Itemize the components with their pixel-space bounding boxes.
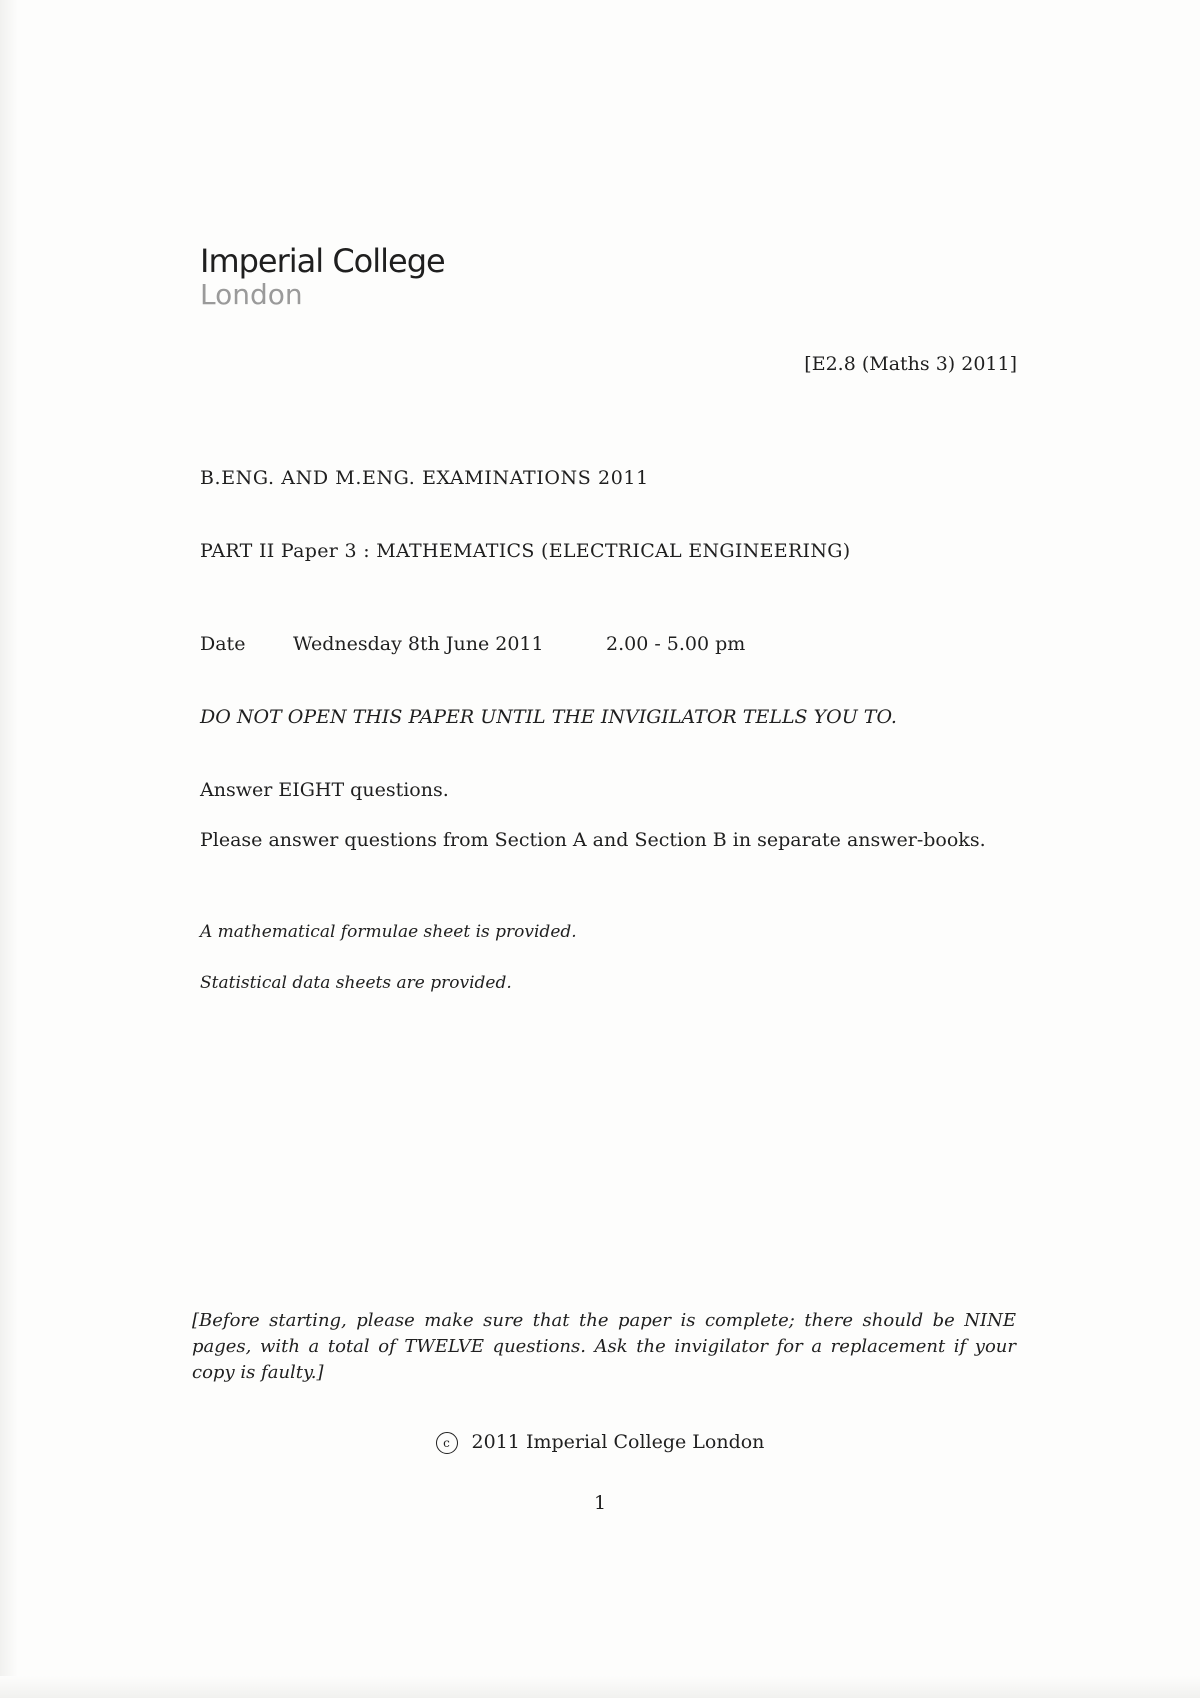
time-value: 2.00 - 5.00 pm (606, 633, 746, 655)
exam-date-row (200, 633, 745, 655)
do-not-open-warning: DO NOT OPEN THIS PAPER UNTIL THE INVIGILATOR TELLS YOU TO. (200, 706, 897, 728)
copyright-line (0, 1431, 1200, 1454)
paper-part-title: PART II Paper 3 : MATHEMATICS (ELECTRICAL ENGINEERING) (200, 540, 851, 562)
logo-line-london: London (200, 278, 303, 311)
statistical-sheets-note: Statistical data sheets are provided. (200, 973, 512, 993)
separate-answerbooks-instruction: Please answer questions from Section A and Section B in separate answer-books. (200, 829, 986, 851)
before-starting-note: [Before starting, please make sure that the paper is complete; there should be NINE pages, with a total of TWELVE questions. Ask the invigilator for a replacement if your copy is faulty.] (192, 1310, 1016, 1383)
exam-title: B.ENG. AND M.ENG. EXAMINATIONS 2011 (200, 467, 649, 489)
imperial-college-logo (200, 244, 445, 310)
copyright-icon: c (436, 1432, 458, 1454)
page-number: 1 (593, 1492, 607, 1514)
date-label: Date (200, 633, 246, 655)
date-value: Wednesday 8th June 2011 (293, 633, 544, 655)
scan-shadow-bottom (0, 1676, 1200, 1698)
paper-code: [E2.8 (Maths 3) 2011] (804, 353, 1017, 375)
logo-line-imperial-college: Imperial College (200, 242, 445, 280)
answer-count-instruction: Answer EIGHT questions. (200, 779, 449, 801)
copyright-text: 2011 Imperial College London (471, 1431, 765, 1453)
formulae-sheet-note: A mathematical formulae sheet is provided. (200, 922, 577, 942)
